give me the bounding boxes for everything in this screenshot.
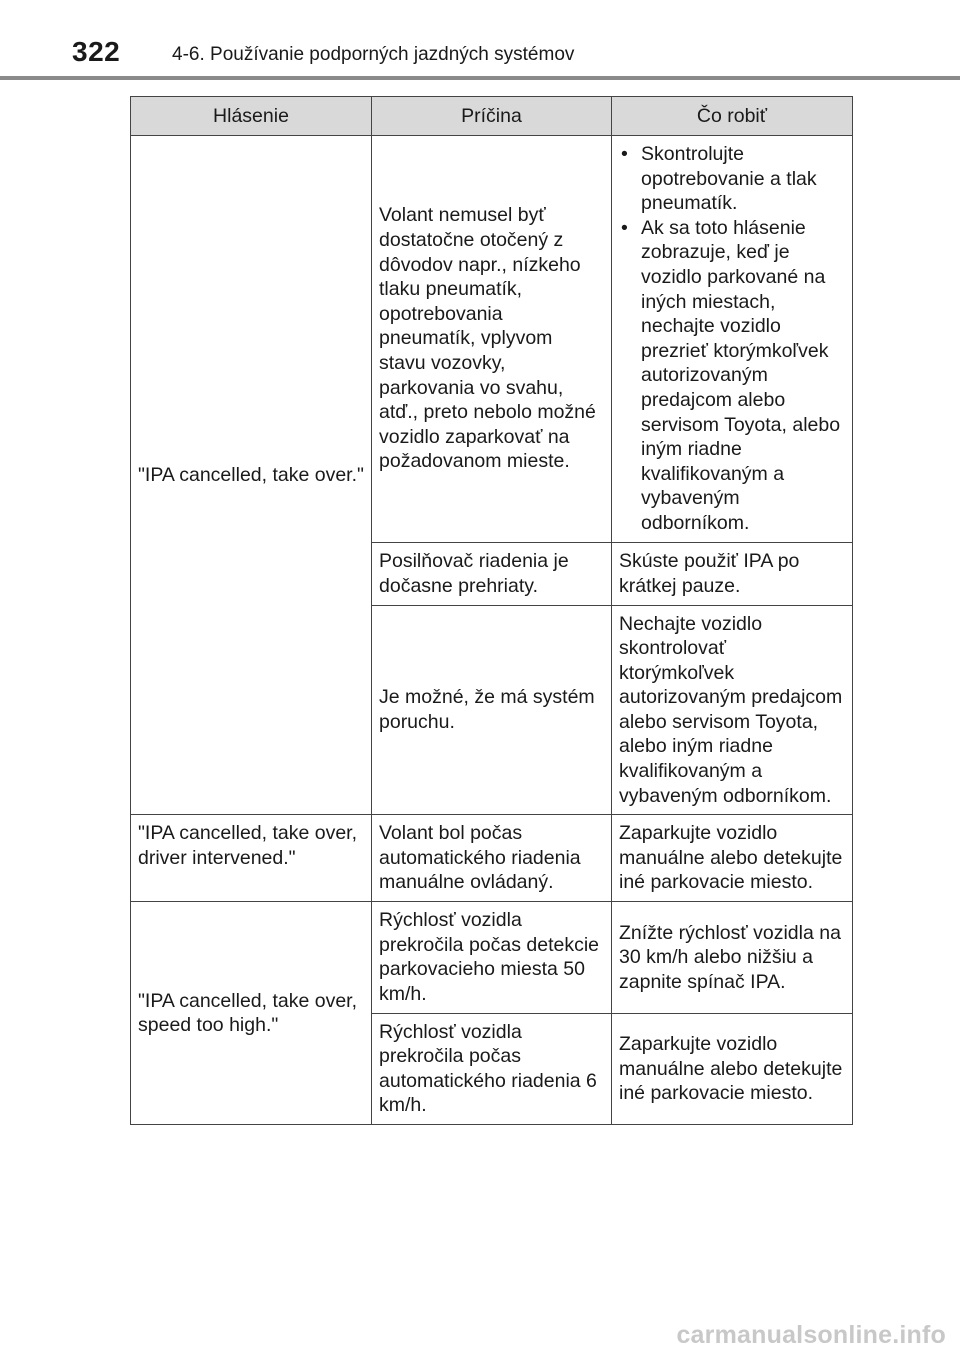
action-bullet-item: • Ak sa toto hlásenie zobrazuje, keď je vozidlo parkované na iných miestach, nechajte vozidlo prezrieť ktorýmkoľvek autorizovaným predajcom alebo servisom Toyota, alebo iným riadne kvalifikovaným a vybaveným odborníkom. bbox=[619, 216, 845, 536]
action-cell: Zaparkujte vozidlo manuálne alebo detekujte iné parkovacie miesto. bbox=[612, 1013, 853, 1124]
page-number: 322 bbox=[72, 36, 121, 67]
cause-cell: Posilňovač riadenia je dočasne prehriaty. bbox=[372, 542, 612, 605]
cause-cell: Volant bol počas automatického riadenia manuálne ovládaný. bbox=[372, 815, 612, 902]
cause-cell: Rýchlosť vozidla prekročila počas automatického riadenia 6 km/h. bbox=[372, 1013, 612, 1124]
action-bullet-list bbox=[619, 142, 845, 536]
action-cell: Skúste použiť IPA po krátkej pauze. bbox=[612, 542, 853, 605]
message-cell: "IPA cancelled, take over, speed too high." bbox=[131, 902, 372, 1125]
cause-cell: Volant nemusel byť dostatočne otočený z dôvodov napr., nízkeho tlaku pneumatík, opotrebovania pneumatík, vplyvom stavu vozovky, parkovania vo svahu, atď., preto nebolo možné vozidlo zaparkovať na požadovanom mieste. bbox=[372, 136, 612, 543]
action-cell: Zaparkujte vozidlo manuálne alebo detekujte iné parkovacie miesto. bbox=[612, 815, 853, 902]
column-header-action: Čo robiť bbox=[612, 97, 853, 136]
action-cell: Znížte rýchlosť vozidla na 30 km/h alebo nižšiu a zapnite spínač IPA. bbox=[612, 902, 853, 1013]
messages-table bbox=[130, 96, 853, 1125]
table-header-row bbox=[131, 97, 853, 136]
message-cell: "IPA cancelled, take over." bbox=[131, 136, 372, 815]
table-row bbox=[131, 136, 853, 543]
column-header-message: Hlásenie bbox=[131, 97, 372, 136]
cause-cell: Je možné, že má systém poruchu. bbox=[372, 605, 612, 815]
column-header-cause: Príčina bbox=[372, 97, 612, 136]
watermark: carmanualsonline.info bbox=[676, 1321, 946, 1349]
message-cell: "IPA cancelled, take over, driver intervened." bbox=[131, 815, 372, 902]
table-row bbox=[131, 815, 853, 902]
section-title: 4-6. Používanie podporných jazdných systémov bbox=[172, 44, 575, 65]
action-cell bbox=[612, 136, 853, 543]
action-cell: Nechajte vozidlo skontrolovať ktorýmkoľvek autorizovaným predajcom alebo servisom Toyota, alebo iným riadne kvalifikovaným a vybaveným odborníkom. bbox=[612, 605, 853, 815]
action-bullet-item: • Skontrolujte opotrebovanie a tlak pneumatík. bbox=[619, 142, 845, 216]
table-row bbox=[131, 902, 853, 1013]
cause-cell: Rýchlosť vozidla prekročila počas detekcie parkovacieho miesta 50 km/h. bbox=[372, 902, 612, 1013]
header-divider bbox=[0, 76, 960, 80]
